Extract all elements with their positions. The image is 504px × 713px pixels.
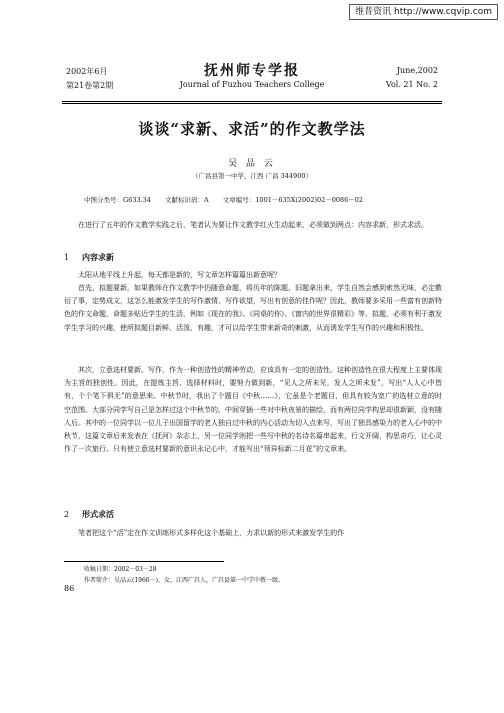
- article-author: 吴 品 云: [228, 159, 276, 169]
- header-date-en: June,2002: [396, 66, 438, 75]
- header-rule-thick: [62, 101, 442, 102]
- page-number: 86: [64, 584, 75, 593]
- intro-paragraph: 在进行了五年的作文教学实践之后，笔者认为要让作文教学红火生动起来，必须做到两点：内容求新，形式求活。: [78, 221, 428, 229]
- header-volume-en: Vol. 21 No. 2: [385, 80, 438, 89]
- document-code: 文献标识码：A: [165, 196, 209, 204]
- section-2-heading: [64, 509, 114, 520]
- journal-title-en: Journal of Fuzhou Teachers College: [179, 80, 325, 89]
- header-date: 2002年6月: [66, 67, 108, 76]
- article-title: 谈谈“求新、求活”的作文教学法: [138, 120, 366, 138]
- paragraph-3: 其次，立意选材要新。写作，作为一种创造性的精神劳动，应该具有一定的创造性。这种创造性在很大程度上主要体现为主旨的独创性。因此，在提炼主旨、选择材料时，要努力做到新，“见人之所未见，发人之所未发”，写出“人人心中皆有，个个笔下俱无”的意思来。中秋节时，我出了个题目《中秋……》，它虽是个老题目，但具有较为宽广的选材立意的时空范围。大部分同学写自己是怎样过这个中秋节的，中间穿插一些对中秋夜景的描绘，而有两位同学构思却很新颖，没有随人后。其中的一位同学以一位儿子出国留学的老人独自过中秋的内心活动为切入点来写，写出了独具感染力的老人心中的中秋节，这篇文章后来发表在《抚河》杂志上，另一位同学则把一些写中秋的名诗名篇串起来，行文开阔，构思奇巧，让心灵作了一次旅行。只有使立意选材要新的意识永记心中，才能写出“领异标新二月花”的文章来。: [64, 366, 442, 454]
- section-2-number: 2: [64, 510, 70, 519]
- section-1-heading: [64, 252, 114, 263]
- section-2-title: 形式求活: [82, 509, 114, 519]
- clc-number: 中图分类号：G633.34: [84, 196, 151, 204]
- author-bio: 作者简介：吴品云(1966－)，女，江西广昌人，广昌县第一中学中教一级。: [84, 577, 284, 584]
- watermark-banner: 维普资讯 http://www.cqvip.com: [349, 4, 498, 20]
- journal-title-cn: 抚州师专学报: [204, 63, 300, 79]
- header-issue: 第21卷第2期: [66, 81, 114, 90]
- article-number: 文章编号：1001－635X(2002)02－0086－02: [222, 196, 364, 204]
- section-1-title: 内容求新: [82, 252, 114, 262]
- header-rule-thin: [62, 103, 442, 104]
- author-affiliation: （广昌县第一中学，江西 广昌 344900）: [192, 172, 312, 180]
- paragraph-4: 笔者把这个“活”定在作文训练形式多样化这个基础上，力求以新的形式来激发学生的作: [78, 529, 345, 537]
- received-date: 收稿日期：2002－03－28: [84, 566, 157, 573]
- footnote-rule: [64, 561, 224, 562]
- journal-header: [0, 60, 504, 100]
- paragraph-2: 首先，拟题要新。如果教师在作文教学中仍随意命题，将历年的陈题、旧题拿出来，学生自然会感到索然无味，必定敷衍了事，定势成文，这怎么能激发学生的写作激情、写作欲望，写出有创意的佳作呢？因此，教师要多采用一些富有创新特色的作文命题，命题多贴近学生的生活，例如《现在的我》、《同桌的你》、《窗内的世界很精彩》等。拟题，必须有利于激发学生学习的兴趣，使所拟题目新鲜、活泼、有趣，才可以给学生带来新奇的刺激，从而诱发学生写作的兴趣和积极性。: [64, 284, 442, 332]
- section-1-number: 1: [64, 253, 70, 262]
- article-meta: [84, 195, 375, 204]
- paragraph-1: 太阳从地平线上升起，每天都是新的，写文章怎样篇篇出新意呢？: [78, 271, 281, 279]
